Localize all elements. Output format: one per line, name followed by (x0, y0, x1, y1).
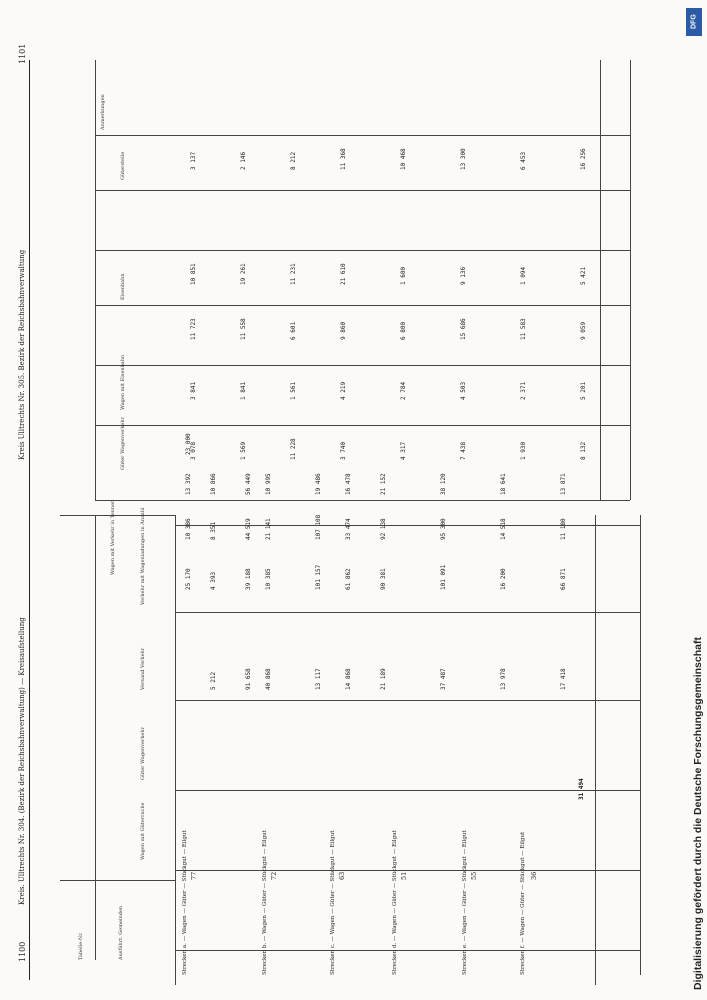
left-value: 13 392 (185, 473, 192, 495)
right-value: 5 201 (580, 381, 587, 400)
group-code-3: 51 (400, 871, 408, 880)
right-value: 2 146 (240, 151, 247, 170)
left-col-header-3: Güter Wagenverkehr (140, 726, 146, 780)
left-value: 33 474 (345, 518, 352, 540)
left-value: 5 212 (210, 671, 217, 690)
right-col-header-0: Güter Wagenverkehr (120, 416, 126, 470)
left-value: 90 381 (380, 568, 387, 590)
right-value: 10 468 (400, 148, 407, 170)
group-code-1: 72 (270, 871, 278, 880)
right-page-number: 1101 (18, 43, 27, 64)
right-value: 1 600 (400, 266, 407, 285)
left-value: 14 518 (500, 518, 507, 540)
right-col-header-4: Anmerkungen (100, 94, 106, 130)
left-value: 4 393 (210, 571, 217, 590)
right-value: 3 740 (340, 441, 347, 460)
left-value: 17 418 (560, 668, 567, 690)
left-value: 10 386 (185, 518, 192, 540)
right-value: 1 930 (520, 441, 527, 460)
left-value: 66 871 (560, 568, 567, 590)
right-value: 11 228 (290, 438, 297, 460)
right-value: 3 841 (190, 381, 197, 400)
group-code-0: 77 (190, 871, 198, 880)
left-value: 13 978 (500, 668, 507, 690)
left-value: 11 180 (560, 518, 567, 540)
left-value: 10 385 (265, 568, 272, 590)
right-value: 11 231 (290, 263, 297, 285)
right-value: 8 212 (290, 151, 297, 170)
right-value: 2 371 (520, 381, 527, 400)
group-label-2: Strecken c. — Wagen — Güter — Stückgut — Eilgut (330, 830, 336, 975)
right-col-header-2: Eisenbahn (120, 273, 126, 300)
right-value: 6 601 (290, 321, 297, 340)
right-value: 21 610 (340, 263, 347, 285)
right-value: 11 723 (190, 318, 197, 340)
left-value: 61 862 (345, 568, 352, 590)
left-value: 37 487 (440, 668, 447, 690)
right-value: 4 317 (400, 441, 407, 460)
right-value: 16 256 (580, 148, 587, 170)
left-value: 8 351 (210, 521, 217, 540)
left-value: 16 200 (500, 568, 507, 590)
left-value: 91 658 (245, 668, 252, 690)
left-col-header-2: Wagen mit Güterrache (140, 802, 146, 860)
left-value: 25 170 (185, 568, 192, 590)
right-value: 1 569 (240, 441, 247, 460)
page-divider (29, 60, 30, 980)
left-value: 13 871 (560, 473, 567, 495)
left-value: 101 157 (315, 564, 322, 590)
right-value: 9 860 (340, 321, 347, 340)
watermark-text: Digitalisierung gefördert durch die Deutsche Forschungsgemeinschaft (692, 637, 704, 990)
right-value: 1 561 (290, 381, 297, 400)
right-value: 3 137 (190, 151, 197, 170)
left-value: 107 108 (315, 514, 322, 540)
left-value: 21 152 (380, 473, 387, 495)
right-value: 9 059 (580, 321, 587, 340)
group-code-5: 36 (530, 871, 538, 880)
right-value: 11 583 (520, 318, 527, 340)
left-value: 19 486 (315, 473, 322, 495)
left-value: 21 141 (265, 518, 272, 540)
left-value: 10 866 (210, 473, 217, 495)
left-col-header-4: Versand Verkehr (140, 647, 146, 690)
left-value: 95 300 (440, 518, 447, 540)
left-value: 23 000 (185, 433, 192, 455)
right-col-header-1: Wagen mit Eisenbahn (120, 354, 126, 410)
left-col-header-0: Tabelle-Nr. (78, 932, 84, 960)
left-value: 40 868 (265, 668, 272, 690)
group-label-5: Strecken f. — Wagen — Güter — Stückgut — Eilgut (520, 831, 526, 975)
right-value: 5 421 (580, 266, 587, 285)
right-value: 9 136 (460, 266, 467, 285)
left-value: 14 868 (345, 668, 352, 690)
left-value: 13 117 (315, 668, 322, 690)
dfg-logo: DFG (686, 8, 702, 36)
left-value: 101 091 (440, 564, 447, 590)
left-page-number: 1100 (18, 941, 27, 962)
left-value: 38 120 (440, 473, 447, 495)
right-value: 10 851 (190, 263, 197, 285)
right-value: 4 503 (460, 381, 467, 400)
left-value: 92 138 (380, 518, 387, 540)
group-label-0: Strecken a. — Wagen — Güter — Stückgut — Eilgut (182, 830, 188, 975)
right-value: 4 219 (340, 381, 347, 400)
group-label-4: Strecken e. — Wagen — Güter — Stückgut — Eilgut (462, 830, 468, 975)
right-value: 19 261 (240, 263, 247, 285)
right-value: 6 800 (400, 321, 407, 340)
left-value: 39 188 (245, 568, 252, 590)
left-value: 10 995 (265, 473, 272, 495)
right-value: 3 078 (190, 441, 197, 460)
group-label-3: Strecken d. — Wagen — Güter — Stückgut — Eilgut (392, 830, 398, 975)
right-value: 7 438 (460, 441, 467, 460)
right-col-header-3: Güterstelle (120, 151, 126, 180)
left-page-heading: Kreis. Ulltrechts Nr. 304. (Bezirk der Reichsbahnverwaltung) — Kreisaufstellung (18, 617, 26, 905)
right-value: 11 558 (240, 318, 247, 340)
right-value: 6 453 (520, 151, 527, 170)
right-value: 8 132 (580, 441, 587, 460)
left-value: 21 189 (380, 668, 387, 690)
group-code-4: 55 (470, 871, 478, 880)
right-value: 1 094 (520, 266, 527, 285)
group-code-2: 63 (338, 871, 346, 880)
left-total: 31 494 (578, 778, 585, 800)
right-value: 1 841 (240, 381, 247, 400)
right-value: 2 784 (400, 381, 407, 400)
left-col-header-5: Verkehr mit Wagenladungen in Anzahl (140, 507, 146, 605)
left-value: 16 478 (345, 473, 352, 495)
group-label-1: Strecken b. — Wagen — Güter — Stückgut — Eilgut (262, 830, 268, 975)
right-page-heading: Kreis Ulltrechts Nr. 305. Bezirk der Reichsbahnverwaltung (18, 249, 26, 460)
right-value: 15 686 (460, 318, 467, 340)
right-value: 11 368 (340, 148, 347, 170)
left-value: 56 449 (245, 473, 252, 495)
left-col-header-1: Ausführt. Gemeinden (118, 905, 124, 960)
left-value: 18 641 (500, 473, 507, 495)
left-col-header-6: Wagen mit Verkehr in Tonnen (110, 499, 116, 575)
left-value: 44 519 (245, 518, 252, 540)
right-value: 13 300 (460, 148, 467, 170)
